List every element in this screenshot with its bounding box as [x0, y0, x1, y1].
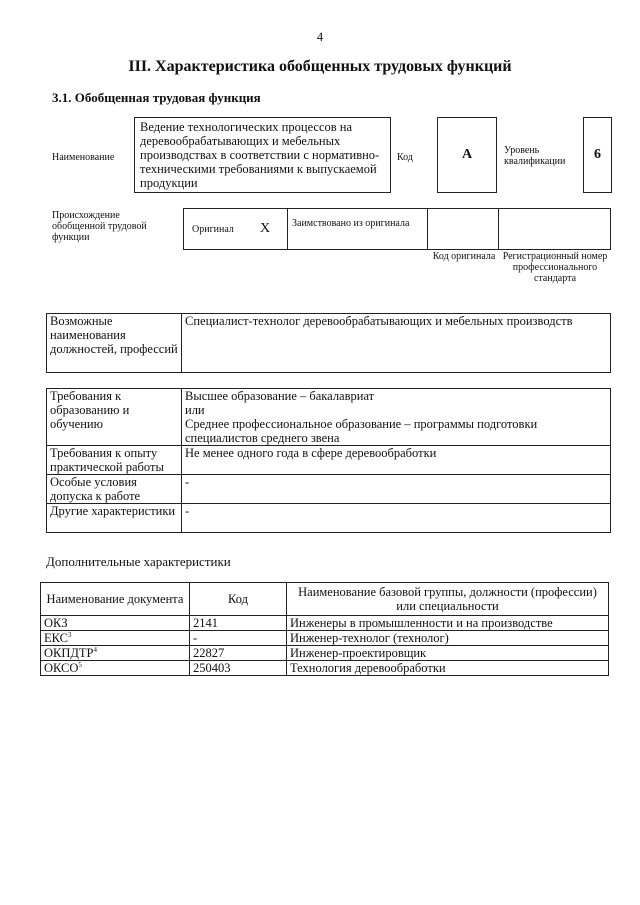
function-name-value: Ведение технологических процессов на деревообрабатывающих и мебельных производствах в соответствии с нормативно-техническими требованиями к выпускаемой продукции	[140, 120, 380, 190]
footnote-mark: 5	[78, 660, 82, 669]
code-value: А	[461, 147, 473, 162]
code-cell: -	[190, 631, 287, 646]
code-value-box	[437, 117, 497, 193]
group-name-cell: Технология деревообработки	[287, 661, 609, 676]
document-name: ОКЗ	[44, 616, 68, 630]
registration-caption: Регистрационный номер профессионального стандарта	[502, 251, 608, 284]
document-name: ЕКС	[44, 631, 68, 645]
table-row	[41, 631, 609, 646]
header-code: Код	[190, 583, 287, 616]
footnote-mark: 3	[68, 630, 72, 639]
origin-label: Происхождение обобщенной трудовой функции	[52, 210, 147, 243]
document-cell	[41, 631, 190, 646]
subsection-title: 3.1. Обобщенная трудовая функция	[52, 90, 261, 105]
positions-table	[46, 313, 611, 373]
group-name-cell: Инженер-технолог (технолог)	[287, 631, 609, 646]
requirement-value	[182, 475, 611, 504]
level-value-box	[583, 117, 612, 193]
requirement-line: или	[185, 403, 205, 417]
requirement-row	[47, 389, 611, 446]
function-name-box	[134, 117, 391, 193]
code-label: Код	[397, 152, 413, 163]
origin-box	[183, 208, 611, 250]
name-label: Наименование	[52, 152, 115, 163]
requirement-row	[47, 504, 611, 533]
requirement-line: -	[185, 475, 190, 489]
table-row	[41, 616, 609, 631]
level-value: 6	[594, 147, 601, 162]
additional-header-row	[41, 583, 609, 616]
document-cell	[41, 616, 190, 631]
document-cell	[41, 661, 190, 676]
requirement-line: Высшее образование – бакалавриат	[185, 389, 375, 403]
borrowed-label: Заимствовано из оригинала	[292, 218, 410, 229]
code-cell: 250403	[190, 661, 287, 676]
footnote-mark: 4	[93, 645, 98, 654]
positions-value: Специалист-технолог деревообрабатывающих и мебельных производств	[182, 314, 611, 373]
level-label: Уровень квалификации	[504, 145, 566, 167]
requirement-value	[182, 389, 611, 446]
requirement-value	[182, 504, 611, 533]
header-document: Наименование документа	[41, 583, 190, 616]
header-group-name: Наименование базовой группы, должности (профессии) или специальности	[287, 583, 609, 616]
page-number: 4	[316, 30, 324, 44]
additional-table	[40, 582, 609, 676]
requirement-row	[47, 475, 611, 504]
document-name: ОКПДТР	[44, 646, 94, 660]
requirement-label: Требования к опыту практической работы	[47, 446, 182, 475]
section-title: III. Характеристика обобщенных трудовых функций	[128, 58, 512, 75]
additional-title: Дополнительные характеристики	[46, 554, 231, 569]
positions-label: Возможные наименования должностей, профессий	[47, 314, 182, 373]
document-cell	[41, 646, 190, 661]
table-row	[41, 646, 609, 661]
requirement-label: Другие характеристики	[47, 504, 182, 533]
group-name-cell: Инженер-проектировщик	[287, 646, 609, 661]
requirement-row	[47, 446, 611, 475]
requirements-table	[46, 388, 611, 533]
requirement-line: Не менее одного года в сфере деревообработки	[185, 446, 437, 460]
code-original-caption: Код оригинала	[432, 251, 496, 262]
original-label: Оригинал	[192, 224, 234, 235]
requirement-line: -	[185, 504, 190, 518]
original-mark: X	[260, 221, 271, 236]
code-cell: 22827	[190, 646, 287, 661]
document-name: ОКСО	[44, 661, 79, 675]
requirement-line: Среднее профессиональное образование – программы подготовки специалистов среднего звена	[185, 417, 538, 445]
requirement-value	[182, 446, 611, 475]
table-row	[41, 661, 609, 676]
code-cell: 2141	[190, 616, 287, 631]
positions-row	[47, 314, 611, 373]
requirement-label: Особые условия допуска к работе	[47, 475, 182, 504]
requirement-label: Требования к образованию и обучению	[47, 389, 182, 446]
group-name-cell: Инженеры в промышленности и на производстве	[287, 616, 609, 631]
